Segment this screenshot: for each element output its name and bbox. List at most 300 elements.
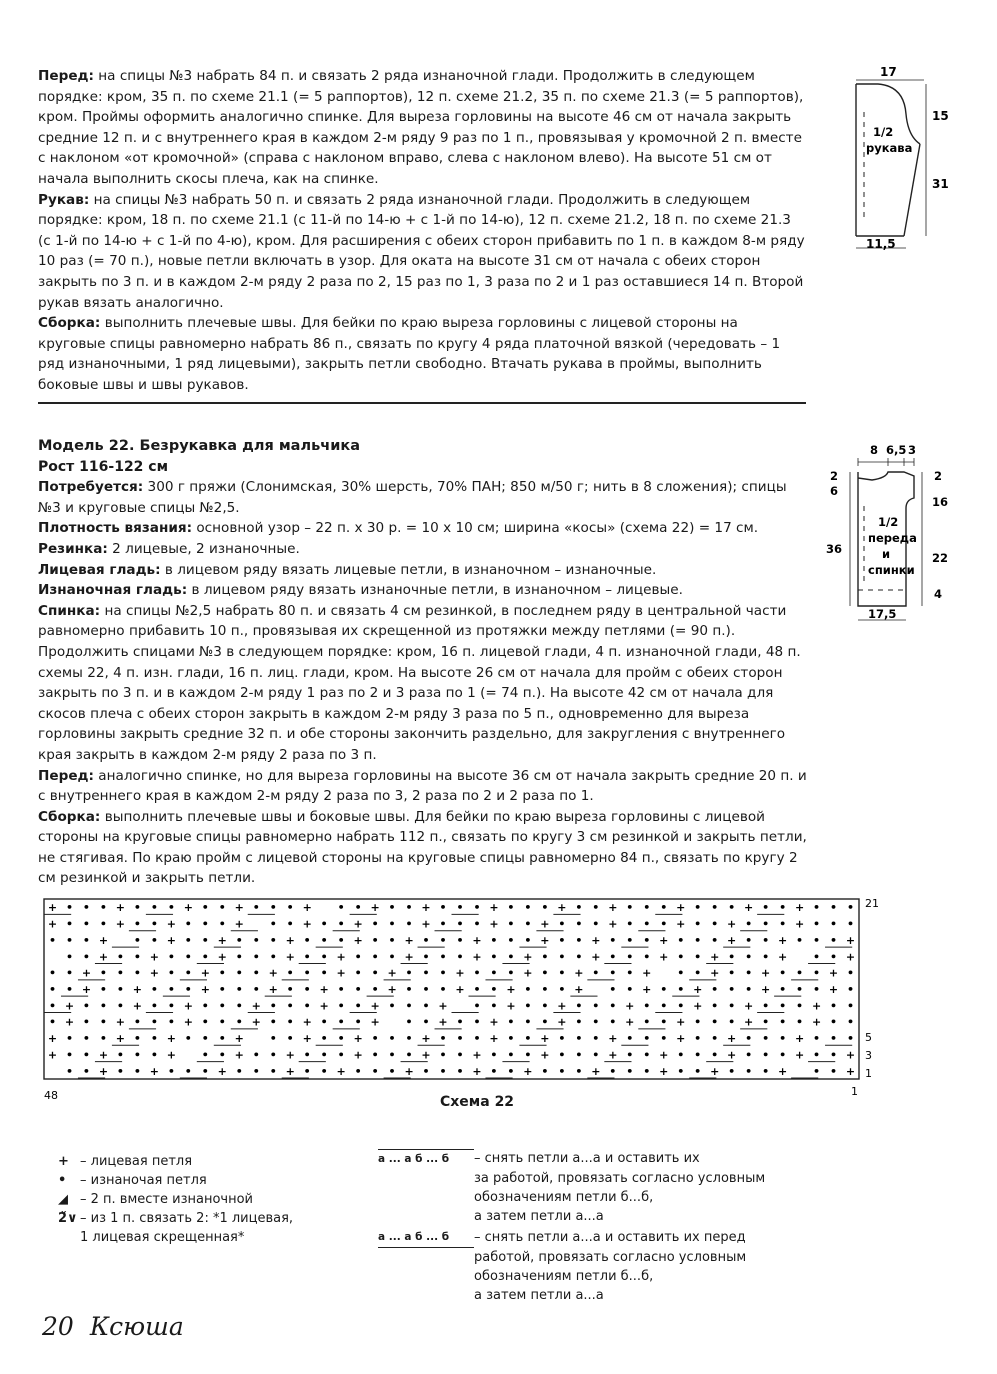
purl-stitch: • xyxy=(813,950,821,964)
purl-stitch: • xyxy=(388,999,396,1013)
purl-stitch: • xyxy=(609,1064,617,1078)
purl-stitch: • xyxy=(252,966,260,980)
purl-stitch: • xyxy=(371,966,379,980)
knit-stitch: + xyxy=(404,1064,414,1078)
purl-stitch: • xyxy=(592,1015,600,1029)
knit-stitch: + xyxy=(115,917,126,931)
knit-stitch: + xyxy=(727,917,737,931)
knit-stitch: + xyxy=(302,917,312,931)
legend-cable-back: а ... а б ... б – снять петли а...а и оставить их за работой, провязать согласно условным обозначениям петли б...б, а затем петли а...а xyxy=(378,1151,766,1224)
purl-stitch: • xyxy=(371,933,379,947)
purl-stitch: • xyxy=(201,901,209,915)
purl-stitch: • xyxy=(235,1015,243,1029)
knit-stitch: + xyxy=(455,983,465,996)
knit-stitch: + xyxy=(319,999,329,1013)
purl-stitch: • xyxy=(626,966,634,980)
knit-stitch: + xyxy=(591,933,601,947)
purl-stitch: • xyxy=(133,1064,141,1078)
p2tog-symbol: ◢ xyxy=(58,1192,68,1207)
purl-stitch: • xyxy=(354,950,362,964)
purl-stitch: • xyxy=(575,950,583,964)
purl-stitch: • xyxy=(286,917,294,931)
model-height: Рост 116-122 см xyxy=(38,458,169,475)
knit-stitch: + xyxy=(353,917,363,931)
purl-stitch: • xyxy=(82,933,90,947)
purl-stitch: • xyxy=(48,966,57,980)
reverse-stockinette-paragraph: Изнаночная гладь: в лицевом ряду вязать изнаночные петли, в изнаночном – лицевые. xyxy=(38,582,683,599)
purl-stitch: • xyxy=(422,966,430,980)
purl-stitch: • xyxy=(796,999,804,1013)
purl-stitch: • xyxy=(745,933,753,947)
purl-stitch: • xyxy=(456,1064,464,1078)
purl-stitch: • xyxy=(286,901,294,915)
purl-stitch: • xyxy=(677,966,685,980)
knitting-chart xyxy=(30,893,890,1125)
purl-stitch: • xyxy=(116,1048,124,1062)
knit-stitch: + xyxy=(387,966,397,980)
purl-stitch: • xyxy=(167,1015,175,1029)
purl-stitch: • xyxy=(507,1015,515,1029)
purl-stitch: • xyxy=(728,1015,736,1029)
knit-symbol: + xyxy=(58,1154,69,1169)
purl-stitch: • xyxy=(626,933,634,947)
purl-stitch: • xyxy=(252,901,260,915)
vest-left-dim-3: 36 xyxy=(826,542,843,556)
purl-stitch: • xyxy=(762,1032,770,1046)
purl-stitch: • xyxy=(303,1048,311,1062)
purl-stitch: • xyxy=(150,999,158,1013)
knit-stitch: + xyxy=(166,1048,176,1062)
vest-right-dim-4: 4 xyxy=(934,587,943,601)
knit-stitch: + xyxy=(217,950,227,964)
knit-stitch: + xyxy=(421,1048,431,1062)
vest-bottom-dim: 17,5 xyxy=(868,607,897,621)
sleeve-label-fraction: 1/2 xyxy=(873,125,894,139)
purl-stitch: • xyxy=(711,1032,719,1046)
purl-stitch: • xyxy=(507,1048,515,1062)
knit-stitch: + xyxy=(98,933,109,947)
purl-stitch: • xyxy=(82,917,90,931)
cable-front-symbol: а ... а б ... б xyxy=(378,1228,474,1248)
knit-stitch: + xyxy=(268,983,278,996)
purl-stitch: • xyxy=(796,933,804,947)
legend-left xyxy=(58,1152,293,1247)
purl-stitch: • xyxy=(745,966,753,980)
purl-stitch: • xyxy=(490,999,498,1013)
purl-stitch: • xyxy=(422,1064,430,1078)
purl-stitch: • xyxy=(456,950,464,964)
knit-stitch: + xyxy=(319,983,329,996)
purl-stitch: • xyxy=(337,901,345,915)
purl-stitch: • xyxy=(643,1032,651,1046)
knit-stitch: + xyxy=(336,950,346,964)
purl-stitch: • xyxy=(354,966,362,980)
purl-stitch: • xyxy=(150,1015,158,1029)
purl-stitch: • xyxy=(558,1032,566,1046)
knit-stitch: + xyxy=(421,1032,431,1046)
purl-stitch: • xyxy=(269,917,277,931)
knit-stitch: + xyxy=(234,917,244,931)
knit-stitch: + xyxy=(845,933,856,947)
purl-stitch: • xyxy=(592,966,600,980)
legend-increase-cont: 1 лицевая скрещенная* xyxy=(80,1230,245,1245)
knit-stitch: + xyxy=(64,999,75,1013)
sleeve-right-bottom-dim: 31 xyxy=(932,177,949,191)
purl-stitch: • xyxy=(796,983,804,996)
legend-p2tog: ◢ – 2 п. вместе изнаночной xyxy=(58,1192,253,1207)
purl-stitch: • xyxy=(830,1032,838,1046)
purl-stitch: • xyxy=(677,933,685,947)
purl-stitch: • xyxy=(269,1048,277,1062)
purl-stitch: • xyxy=(490,933,498,947)
page-footer xyxy=(42,1312,184,1341)
purl-stitch: • xyxy=(218,1032,226,1046)
legend-right xyxy=(378,1149,765,1305)
purl-stitch: • xyxy=(575,917,583,931)
purl-stitch: • xyxy=(728,966,736,980)
knit-stitch: + xyxy=(676,901,686,915)
front-paragraph: Перед: на спицы №3 набрать 84 п. и связать 2 ряда изнаночной глади. Продолжить в следующем порядке: кром, 35 п. по схеме 21.1 (= 5 раппортов), 12 п. схеме 21.2, 35 п. по схеме 21.3 (= 5 раппортов), кром. Проймы оформить аналогично спинке. Для выреза горловины на высоте 46 см от начала закрыть средние 12 п. и с внутреннего края в каждом 2-м ряду 9 раз по 1 п., провязывая у кромочной 2 п. вместе с наклоном «от кромочной» (справа с наклоном вправо, слева с наклоном влево). На высоте 51 см от начала выполнить скосы плеча, как на спинке. xyxy=(38,68,804,187)
purl-stitch: • xyxy=(371,1064,379,1078)
purl-stitch: • xyxy=(252,950,260,964)
knit-stitch: + xyxy=(98,950,109,964)
purl-stitch: • xyxy=(422,950,430,964)
purl-stitch: • xyxy=(711,1048,719,1062)
purl-stitch: • xyxy=(184,966,192,980)
purl-stitch: • xyxy=(830,933,838,947)
sleeve-schematic xyxy=(836,62,966,276)
knit-stitch: + xyxy=(608,917,618,931)
back-paragraph: Спинка: на спицы №2,5 набрать 80 п. и связать 4 см резинкой, в последнем ряду в центральной части равномерно прибавить 10 п., провязывая их скрещенной из протяжки между петлями (= 90 п.). Продолжить спицами №3 в следующем порядке: кром, 16 п. лицевой глади, 4 п. изнаночной глади, 48 п. схемы 22, 4 п. изн. глади, 16 п. лиц. глади, кром. На высоте 26 см от начала для пройм с обеих сторон закрыть по 3 п. и в каждом 2-м ряду 1 раз по 2 и 3 раза по 1 (= 74 п.). На высоте 42 см от начала для скосов плеча с обеих сторон закрыть в каждом 2-м ряду 3 раза по 5 п., одновременно для выреза горловины закрыть средние 32 п. и обе стороны закончить раздельно, для закругления с внутреннего края закрыть в каждом 2-м ряду 2 раза по 3 п. xyxy=(38,602,801,763)
legend-cable-front: а ... а б ... б – снять петли а...а и оставить их перед работой, провязать согласно условным обозначениям петли б...б, а затем петли а...а xyxy=(378,1230,747,1303)
knit-stitch: + xyxy=(217,933,227,947)
knit-stitch: + xyxy=(81,983,92,996)
purl-stitch: • xyxy=(846,966,855,980)
knit-stitch: + xyxy=(828,966,839,980)
purl-stitch: • xyxy=(643,1015,651,1029)
purl-stitch: • xyxy=(575,1032,583,1046)
purl-stitch: • xyxy=(507,901,515,915)
purl-stitch: • xyxy=(745,983,753,996)
purl-stitch: • xyxy=(490,1064,498,1078)
purl-stitch: • xyxy=(422,983,430,996)
purl-stitch: • xyxy=(405,1032,413,1046)
knit-stitch: + xyxy=(761,966,771,980)
purl-stitch: • xyxy=(371,983,379,996)
knit-stitch: + xyxy=(608,1048,618,1062)
purl-stitch: • xyxy=(643,1048,651,1062)
knit-stitch: + xyxy=(166,917,176,931)
purl-stitch: • xyxy=(830,1015,838,1029)
purl-stitch: • xyxy=(473,999,481,1013)
knit-stitch: + xyxy=(506,999,516,1013)
purl-stitch: • xyxy=(269,1032,277,1046)
purl-stitch: • xyxy=(82,999,90,1013)
purl-stitch: • xyxy=(507,933,515,947)
purl-stitch: • xyxy=(235,999,243,1013)
purl-stitch: • xyxy=(439,917,447,931)
purl-stitch: • xyxy=(422,999,430,1013)
knit-stitch: + xyxy=(302,1032,312,1046)
purl-stitch: • xyxy=(524,917,532,931)
purl-stitch: • xyxy=(779,1048,787,1062)
purl-stitch: • xyxy=(507,917,515,931)
purl-stitch: • xyxy=(846,917,855,931)
knit-stitch: + xyxy=(47,1032,58,1046)
purl-stitch: • xyxy=(728,999,736,1013)
purl-stitch: • xyxy=(201,1048,209,1062)
vest-label-and: и xyxy=(882,547,891,561)
sleeve-bottom-dim: 11,5 xyxy=(866,237,896,251)
knit-stitch: + xyxy=(540,1048,550,1062)
purl-stitch: • xyxy=(592,999,600,1013)
purl-stitch: • xyxy=(541,966,549,980)
purl-stitch: • xyxy=(524,1048,532,1062)
purl-symbol: • xyxy=(58,1173,67,1188)
knit-stitch: + xyxy=(727,933,737,947)
knit-stitch: + xyxy=(234,1048,244,1062)
purl-stitch: • xyxy=(405,983,413,996)
chart-row-label: 21 xyxy=(865,897,879,910)
purl-stitch: • xyxy=(779,917,787,931)
sleeve-paragraph: Рукав: на спицы №3 набрать 50 п. и связать 2 ряда изнаночной глади. Продолжить в следующем порядке: кром, 18 п. по схеме 21.1 (с 11-й по 14-ю + с 1-й по 14-ю), 12 п. схеме 21.2, 18 п. по схеме 21.3 (с 1-й по 14-ю + с 1-й по 4-ю), кром. Для расширения с обеих сторон прибавить по 1 п. в каждом 8-м ряду 10 раз (= 70 п.), новые петли включать в узор. Для оката на высоте 31 см от начала с обеих сторон закрыть по 3 п. и в каждом 2-м ряду 2 раза по 2, 15 раз по 1, 3 раза по 2 и 1 раз оставшиеся 14 п. Второй рукав вязать аналогично. xyxy=(38,191,805,311)
knit-stitch: + xyxy=(200,983,210,996)
knit-stitch: + xyxy=(659,933,669,947)
purl-stitch: • xyxy=(711,1015,719,1029)
purl-stitch: • xyxy=(745,950,753,964)
purl-stitch: • xyxy=(762,901,770,915)
purl-stitch: • xyxy=(252,933,260,947)
purl-stitch: • xyxy=(846,901,855,915)
purl-stitch: • xyxy=(65,966,73,980)
purl-stitch: • xyxy=(286,1015,294,1029)
knit-stitch: + xyxy=(710,950,720,964)
purl-stitch: • xyxy=(507,950,515,964)
purl-stitch: • xyxy=(116,1064,124,1078)
purl-stitch: • xyxy=(371,1032,379,1046)
section-divider xyxy=(38,402,806,404)
purl-stitch: • xyxy=(626,950,634,964)
knit-stitch: + xyxy=(336,1064,346,1078)
purl-stitch: • xyxy=(133,950,141,964)
purl-stitch: • xyxy=(439,966,447,980)
purl-stitch: • xyxy=(320,933,328,947)
purl-stitch: • xyxy=(439,1032,447,1046)
purl-stitch: • xyxy=(99,966,107,980)
purl-stitch: • xyxy=(201,950,209,964)
knit-stitch: + xyxy=(557,901,567,915)
purl-stitch: • xyxy=(813,983,821,996)
purl-stitch: • xyxy=(337,1048,345,1062)
purl-stitch: • xyxy=(575,933,583,947)
purl-stitch: • xyxy=(813,1048,821,1062)
knit-stitch: + xyxy=(710,966,720,980)
purl-stitch: • xyxy=(796,1015,804,1029)
legend-knit: + – лицевая петля xyxy=(58,1154,193,1169)
knit-stitch: + xyxy=(47,1048,58,1062)
purl-stitch: • xyxy=(524,1015,532,1029)
knit-stitch: + xyxy=(811,1015,822,1029)
knit-stitch: + xyxy=(472,933,482,947)
knit-stitch: + xyxy=(472,1064,482,1078)
sleeve-top-dim: 17 xyxy=(880,65,897,79)
purl-stitch: • xyxy=(82,901,90,915)
knit-stitch: + xyxy=(285,1064,295,1078)
purl-stitch: • xyxy=(694,1064,702,1078)
purl-stitch: • xyxy=(150,917,158,931)
knit-stitch: + xyxy=(777,933,788,947)
purl-stitch: • xyxy=(813,966,821,980)
purl-stitch: • xyxy=(575,1064,583,1078)
purl-stitch: • xyxy=(473,1032,481,1046)
purl-stitch: • xyxy=(609,966,617,980)
purl-stitch: • xyxy=(456,933,464,947)
purl-stitch: • xyxy=(524,999,532,1013)
purl-stitch: • xyxy=(320,1032,328,1046)
knit-stitch: + xyxy=(625,999,635,1013)
knit-stitch: + xyxy=(353,1032,363,1046)
purl-stitch: • xyxy=(694,1015,702,1029)
purl-stitch: • xyxy=(388,1032,396,1046)
knit-stitch: + xyxy=(353,933,363,947)
purl-stitch: • xyxy=(541,950,549,964)
model-22-section xyxy=(38,436,808,889)
chart-row-label: 5 xyxy=(865,1031,872,1044)
purl-stitch: • xyxy=(405,966,413,980)
purl-stitch: • xyxy=(745,917,753,931)
chart-row-label: 1 xyxy=(865,1067,872,1080)
sleeve-label-text: рукава xyxy=(866,141,913,155)
knit-stitch: + xyxy=(404,950,414,964)
knit-stitch: + xyxy=(828,983,839,996)
purl-stitch: • xyxy=(779,983,787,996)
knit-stitch: + xyxy=(659,1048,669,1062)
purl-stitch: • xyxy=(184,1032,192,1046)
purl-stitch: • xyxy=(65,1048,73,1062)
knit-stitch: + xyxy=(693,983,703,996)
purl-stitch: • xyxy=(473,917,481,931)
purl-stitch: • xyxy=(846,1015,855,1029)
purl-stitch: • xyxy=(830,1064,838,1078)
purl-stitch: • xyxy=(711,933,719,947)
purl-stitch: • xyxy=(541,1015,549,1029)
knit-stitch: + xyxy=(132,999,142,1013)
purl-stitch: • xyxy=(235,966,243,980)
materials-paragraph: Потребуется: 300 г пряжи (Слонимская, 30% шерсть, 70% ПАН; 850 м/50 г; нить в 8 сложения); спицы №3 и круговые спицы №2,5. xyxy=(38,479,787,516)
purl-stitch: • xyxy=(405,999,413,1013)
purl-stitch: • xyxy=(167,999,175,1013)
purl-stitch: • xyxy=(286,999,294,1013)
purl-stitch: • xyxy=(524,1032,532,1046)
knit-stitch: + xyxy=(845,950,856,964)
purl-stitch: • xyxy=(201,933,209,947)
knit-stitch: + xyxy=(166,1032,176,1046)
purl-stitch: • xyxy=(745,1064,753,1078)
purl-stitch: • xyxy=(184,950,192,964)
purl-stitch: • xyxy=(677,950,685,964)
purl-stitch: • xyxy=(575,1015,583,1029)
purl-stitch: • xyxy=(490,950,498,964)
purl-stitch: • xyxy=(813,917,821,931)
knit-stitch: + xyxy=(744,901,754,915)
purl-stitch: • xyxy=(439,933,447,947)
knit-stitch: + xyxy=(489,1032,499,1046)
rib-paragraph: Резинка: 2 лицевые, 2 изнаночные. xyxy=(38,540,300,557)
purl-stitch: • xyxy=(524,901,532,915)
purl-stitch: • xyxy=(184,983,192,996)
knit-stitch: + xyxy=(557,1015,567,1029)
knit-stitch: + xyxy=(149,966,159,980)
purl-stitch: • xyxy=(252,1064,260,1078)
purl-stitch: • xyxy=(320,1048,328,1062)
purl-stitch: • xyxy=(116,983,124,996)
vest-right-dim-3: 22 xyxy=(932,551,949,565)
knit-stitch: + xyxy=(794,901,805,915)
purl-stitch: • xyxy=(813,1064,821,1078)
knit-stitch: + xyxy=(64,1015,75,1029)
knit-stitch: + xyxy=(387,983,397,996)
purl-stitch: • xyxy=(65,901,73,915)
vest-top-dim-1: 8 xyxy=(870,443,879,457)
purl-stitch: • xyxy=(694,1032,702,1046)
knit-stitch: + xyxy=(540,933,550,947)
purl-stitch: • xyxy=(405,1048,413,1062)
purl-stitch: • xyxy=(677,999,685,1013)
purl-stitch: • xyxy=(422,1015,430,1029)
knit-stitch: + xyxy=(676,917,686,931)
knit-stitch: + xyxy=(336,966,346,980)
knit-stitch: + xyxy=(353,1048,363,1062)
vest-top-dim-2: 6,5 xyxy=(886,443,907,457)
purl-stitch: • xyxy=(728,1064,736,1078)
knit-stitch: + xyxy=(251,1015,261,1029)
purl-stitch: • xyxy=(456,917,464,931)
knit-stitch: + xyxy=(115,1015,126,1029)
knit-stitch: + xyxy=(642,966,652,980)
purl-stitch: • xyxy=(813,1032,821,1046)
cable-back-symbol: а ... а б ... б xyxy=(378,1149,474,1169)
purl-stitch: • xyxy=(337,999,345,1013)
purl-stitch: • xyxy=(184,917,192,931)
purl-stitch: • xyxy=(507,1064,515,1078)
purl-stitch: • xyxy=(201,1032,209,1046)
knit-stitch: + xyxy=(234,901,244,915)
purl-stitch: • xyxy=(405,901,413,915)
purl-stitch: • xyxy=(252,983,260,996)
chart-left-col-label: 48 xyxy=(44,1089,58,1102)
purl-stitch: • xyxy=(626,1064,634,1078)
purl-stitch: • xyxy=(116,966,124,980)
purl-stitch: • xyxy=(167,901,175,915)
purl-stitch: • xyxy=(643,917,651,931)
purl-stitch: • xyxy=(779,999,787,1013)
purl-stitch: • xyxy=(388,933,396,947)
knit-stitch: + xyxy=(285,950,295,964)
knit-stitch: + xyxy=(217,1064,227,1078)
knit-stitch: + xyxy=(710,1064,720,1078)
purl-stitch: • xyxy=(558,933,566,947)
knit-stitch: + xyxy=(370,901,380,915)
knit-stitch: + xyxy=(183,901,193,915)
purl-stitch: • xyxy=(99,983,107,996)
purl-stitch: • xyxy=(830,917,838,931)
purl-stitch: • xyxy=(779,1015,787,1029)
purl-stitch: • xyxy=(558,950,566,964)
purl-stitch: • xyxy=(762,950,770,964)
purl-stitch: • xyxy=(218,999,226,1013)
purl-stitch: • xyxy=(439,1048,447,1062)
knit-stitch: + xyxy=(591,1064,601,1078)
